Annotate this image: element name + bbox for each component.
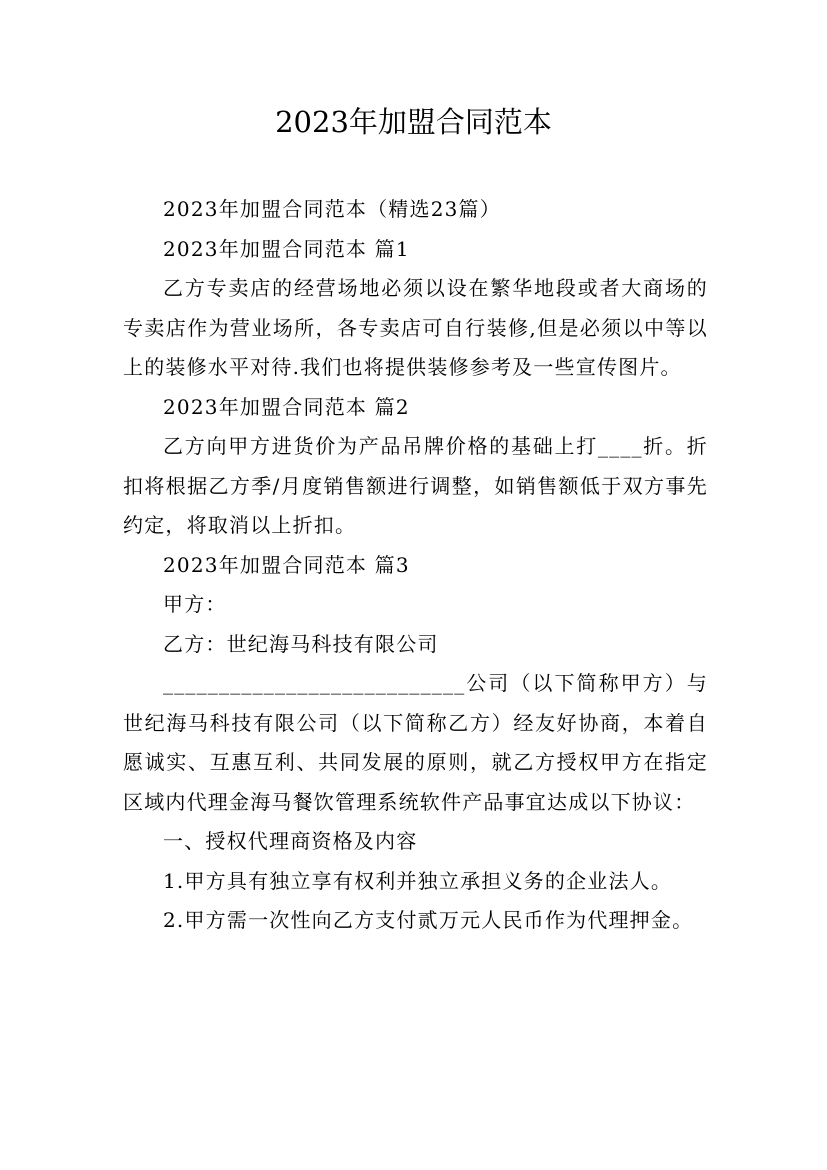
clause-heading-1: 一、授权代理商资格及内容 <box>163 829 418 853</box>
paragraph-discount: 乙方向甲方进货价为产品吊牌价格的基础上打____折。折扣将根据乙方季/月度销售额进行调整，如销售额低于双方事先约定，将取消以上折扣。 <box>123 434 708 537</box>
paragraph-agreement-intro: ___________________________公司（以下简称甲方）与世纪海马科技有限公司（以下简称乙方）经友好协商，本着自愿诚实、互惠互利、共同发展的原则，就乙方授权甲方在指定区域内代理金海马餐饮管理系统软件产品事宜达成以下协议： <box>123 671 708 814</box>
paragraph-subtitle: 2023年加盟合同范本（精选23篇） <box>163 197 501 221</box>
paragraph-shop-location: 乙方专卖店的经营场地必须以设在繁华地段或者大商场的专卖店作为营业场所，各专卖店可自行装修,但是必须以中等以上的装修水平对待.我们也将提供装修参考及一些宣传图片。 <box>123 276 708 379</box>
document-body <box>123 190 708 941</box>
party-b-line: 乙方：世纪海马科技有限公司 <box>163 631 439 656</box>
clause-item-1: 1.甲方具有独立享有权利并独立承担义务的企业法人。 <box>163 868 673 893</box>
section-heading-1: 2023年加盟合同范本 篇1 <box>163 236 410 261</box>
document-title: 2023年加盟合同范本 <box>275 105 552 139</box>
section-heading-2: 2023年加盟合同范本 篇2 <box>163 394 410 419</box>
section-heading-3: 2023年加盟合同范本 篇3 <box>163 552 410 577</box>
clause-item-2: 2.甲方需一次性向乙方支付贰万元人民币作为代理押金。 <box>163 908 694 932</box>
party-a-line: 甲方： <box>163 592 227 616</box>
